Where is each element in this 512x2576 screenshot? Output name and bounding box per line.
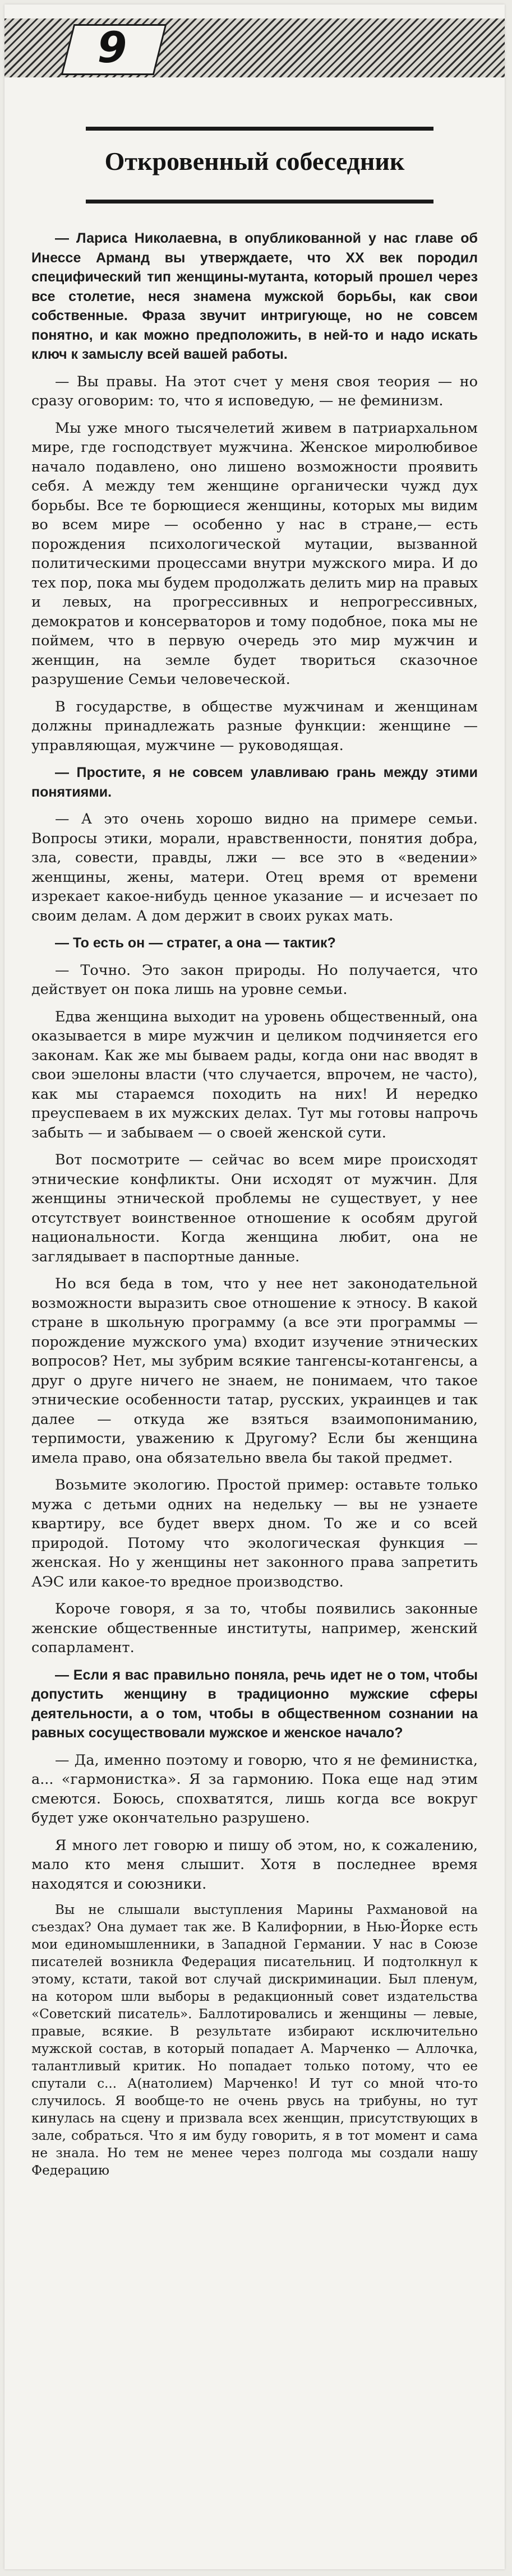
article-paragraph: Возьмите экологию. Простой пример: оставьте только мужа с детьми одних на недельку — вы не узнаете квартиру, все будет вверх дном. То же и со всей природой. Потому что экологическая функция — женская. Но у женщины нет законного права запретить АЭС или какое-то вредное производство. [31, 1477, 478, 1590]
article-paragraph: Мы уже много тысячелетий живем в патриархальном мире, где господствует мужчина. Женское миролюбивое начало подавлено, оно лишено возможности проявить себя. А между тем женщине органически чужд дух борьбы. Все те борющиеся женщины, которых мы видим во всем мире — особенно у нас в стране,— есть порождения психологической мутации, вызванной политическими процессами внутри мужского мира. И до тех пор, пока мы будем продолжать делить мир на правых и левых, на прогрессивных и непрогрессивных, демократов и консерваторов и тому подобное, пока мы не поймем, что в первую очередь это мир мужчин и женщин, на земле будет твориться сказочное разрушение Семьи человеческой. [31, 419, 478, 688]
article-title: Откровенный собеседник [104, 147, 405, 175]
article-paragraph: — Да, именно поэтому и говорю, что я не феминистка, а... «гармонистка». Я за гармонию. Пока еще над этим смеются. Боюсь, спохватятся, лишь когда все вокруг будет уже окончательно разрушено. [31, 1751, 478, 1826]
article-paragraph: Вот посмотрите — сейчас во всем мире происходят этнические конфликты. Они исходят от мужчин. Для женщины этнической проблемы не существует, у нее отсутствует воинственное отношение к особям другой национальности. Когда женщина любит, она не заглядывает в паспортные данные. [31, 1151, 478, 1265]
title-rule-top [86, 127, 433, 131]
article-paragraph: Едва женщина выходит на уровень общественный, она оказывается в мире мужчин и целиком подчиняется его законам. Как же мы бываем рады, когда они нас вводят в свои эшелоны власти (что случается, впрочем, не часто), как мы стараемся походить на них! И нередко преуспеваем в их мужских делах. Тут мы готовы напрочь забыть — и забываем — о своей женской сути. [31, 1008, 478, 1141]
article-paragraph: В государстве, в обществе мужчинам и женщинам должны принадлежать разные функции: женщине — управляющая, мужчине — руководящая. [31, 698, 478, 754]
article-paragraph: Я много лет говорю и пишу об этом, но, к сожалению, мало кто меня слышит. Хотя в последнее время находятся и союзники. [31, 1837, 478, 1893]
interviewer-question: — Простите, я не совсем улавливаю грань между этими понятиями. [31, 765, 478, 800]
newspaper-page [4, 4, 505, 2569]
page-number: 9 [97, 22, 127, 72]
article-paragraph: — Точно. Это закон природы. Но получается, что действует он пока лишь на уровне семьи. [31, 961, 478, 998]
article-body [31, 229, 478, 2555]
interviewer-question: — То есть он — стратег, а она — тактик? [55, 935, 336, 951]
article-paragraph: Короче говоря, я за то, чтобы появились законные женские общественные институты, например, женский сопарламент. [31, 1601, 478, 1656]
interviewer-question: — Лариса Николаевна, в опубликованной у нас главе об Инессе Арманд вы утверждаете, что XX век породил специфический тип женщины-мутанта, который прошел через все столетие, неся знамена мужской борьбы, как свои собственные. Фраза звучит интригующе, но не совсем понятно, и как можно предположить, в ней-то и надо искать ключ к замыслу всей вашей работы. [31, 230, 478, 362]
title-rule-bottom [86, 200, 433, 204]
interviewer-question: — Если я вас правильно поняла, речь идет не о том, чтобы допустить женщину в традиционно мужские сферы деятельности, а о том, чтобы в общественном сознании на равных сосуществовали мужское и женское начало? [31, 1667, 478, 1741]
article-paragraph: — А это очень хорошо видно на примере семьи. Вопросы этики, морали, нравственности, понятия добра, зла, совести, правды, лжи — все это в «ведении» женщины, жены, матери. Отец время от времени изрекает какое-нибудь ценное указание — и исчезает по своим делам. А дом держит в своих руках мать. [31, 811, 478, 924]
article-paragraph: Но вся беда в том, что у нее нет законодательной возможности выразить свое отношение к этносу. В какой стране в школьную программу (а все эти программы — порождение мужского ума) входит изучение этнических вопросов? Нет, мы зубрим всякие тангенсы-котангенсы, а друг о друге ничего не знаем, не понимаем, что такое этнические особенности татар, русских, украинцев и так далее — откуда же взяться взаимопониманию, терпимости, уважению к Другому? Если бы женщина имела право, она обязательно ввела бы такой предмет. [31, 1275, 478, 1467]
page-header-band [4, 19, 505, 77]
article-paragraph: Вы не слышали выступления Марины Рахмановой на съездах? Она думает так же. В Калифорнии, в Нью-Йорке есть мои единомышленники, в Западной Германии. У нас в Союзе писателей возникла Федерация писательниц. И подтолкнул к этому, кстати, такой вот случай дискриминации. Был пленум, на котором шли выборы в редакционный совет издательства «Советский писатель». Баллотировались и женщины — левые, правые, всякие. В результате избирают исключительно мужской состав, в который попадает А. Марченко — Аллочка, талантливый критик. Но попадает только потому, что ее спутали с... А(натолием) Марченко! И тут со мной что-то случилось. Я вообще-то не очень рвусь на трибуны, но тут кинулась на сцену и призвала всех женщин, присутствующих в зале, собраться. Что я им буду говорить, я в тот момент и сама не знала. Но тем не менее через полгода мы создали нашу Федерацию [31, 1903, 478, 2178]
article-paragraph: — Вы правы. На этот счет у меня своя теория — но сразу оговорим: то, что я исповедую, — не феминизм. [31, 373, 478, 409]
